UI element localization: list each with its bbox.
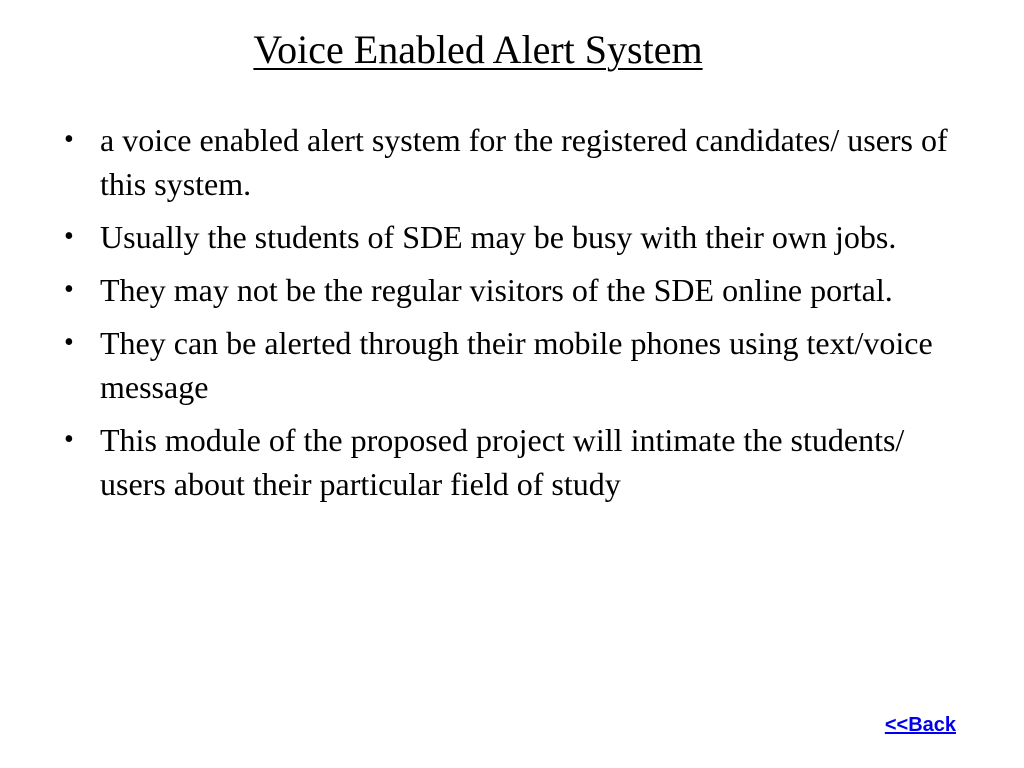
- back-link[interactable]: <<Back: [884, 714, 956, 736]
- bullet-item: [56, 268, 976, 312]
- slide-title: Voice Enabled Alert System: [253, 27, 703, 72]
- bullet-dot-icon: •: [64, 221, 74, 252]
- bullet-text: a voice enabled alert system for the registered candidates/ users of this system.: [100, 122, 948, 202]
- bullet-item: [56, 418, 976, 506]
- bullet-text: They may not be the regular visitors of the SDE online portal.: [100, 272, 893, 308]
- bullet-dot-icon: •: [64, 424, 74, 455]
- bullet-dot-icon: •: [64, 327, 74, 358]
- bullet-item: [56, 321, 976, 409]
- bullet-list: [56, 118, 976, 515]
- bullet-text: Usually the students of SDE may be busy with their own jobs.: [100, 219, 897, 255]
- bullet-text: This module of the proposed project will intimate the students/ users about their particular field of study: [100, 422, 905, 502]
- bullet-item: [56, 118, 976, 206]
- bullet-text: They can be alerted through their mobile phones using text/voice message: [100, 325, 933, 405]
- bullet-item: [56, 215, 976, 259]
- bullet-dot-icon: •: [64, 274, 74, 305]
- bullet-dot-icon: •: [64, 124, 74, 155]
